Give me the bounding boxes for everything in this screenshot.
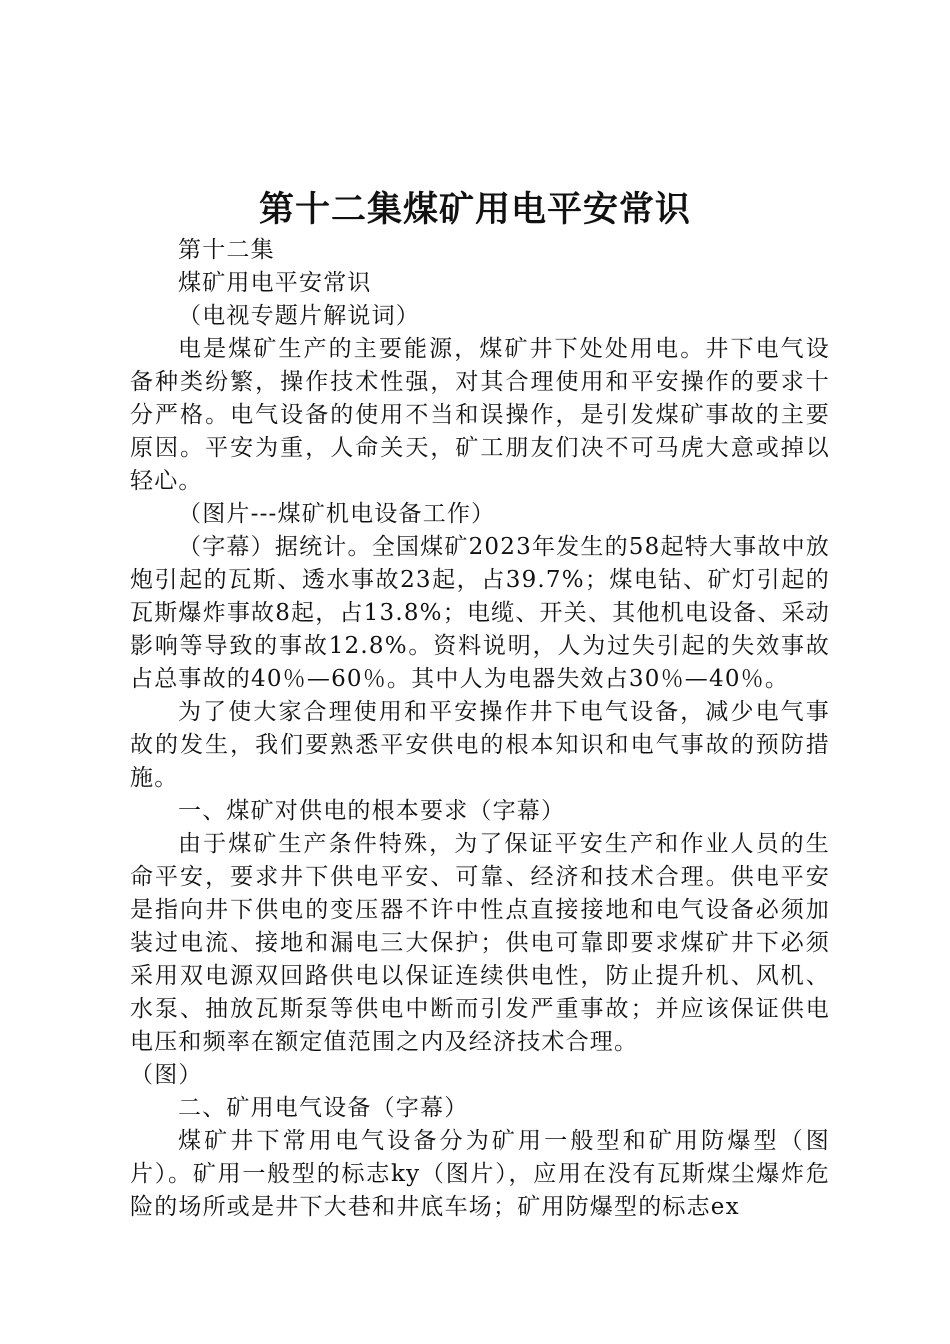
- figure-note: （图）: [130, 1062, 203, 1088]
- purpose-paragraph: 为了使大家合理使用和平安操作井下电气设备，减少电气事故的发生，我们要熟悉平安供电的根本知识和电气事故的预防措施。: [130, 699, 830, 791]
- subtitle: 煤矿用电平安常识: [178, 270, 372, 296]
- requirements-paragraph: 由于煤矿生产条件特殊，为了保证平安生产和作业人员的生命平安，要求井下供电平安、可靠、经济和技术合理。供电平安是指向井下供电的变压器不许中性点直接接地和电气设备必须加装过电流、接地和漏电三大保护；供电可靠即要求煤矿井下必须采用双电源双回路供电以保证连续供电性，防止提升机、风机、水泵、抽放瓦斯泵等供电中断而引发严重事故；并应该保证供电电压和频率在额定值范围之内及经济技术合理。: [130, 831, 830, 1055]
- equipment-paragraph: 煤矿井下常用电气设备分为矿用一般型和矿用防爆型（图片）。矿用一般型的标志ky（图片），应用在没有瓦斯煤尘爆炸危险的场所或是井下大巷和井底车场；矿用防爆型的标志ex: [130, 1128, 830, 1220]
- intro-paragraph: 电是煤矿生产的主要能源，煤矿井下处处用电。井下电气设备种类纷繁，操作技术性强，对其合理使用和平安操作的要求十分严格。电气设备的使用不当和误操作，是引发煤矿事故的主要原因。平安为重，人命关天，矿工朋友们决不可马虎大意或掉以轻心。: [130, 336, 830, 494]
- section-heading-1: 一、煤矿对供电的根本要求（字幕）: [178, 798, 566, 824]
- statistics-paragraph: （字幕）据统计。全国煤矿2023年发生的58起特大事故中放炮引起的瓦斯、透水事故23起，占39.7%；煤电钻、矿灯引起的瓦斯爆炸事故8起，占13.8%；电缆、开关、其他机电设备、采动影响等导致的事故12.8%。资料说明，人为过失引起的失效事故占总事故的40％—60％。其中人为电器失效占30％—40％。: [130, 534, 830, 692]
- document-title: 第十二集煤矿用电平安常识: [258, 190, 691, 230]
- genre-note: （电视专题片解说词）: [178, 303, 420, 329]
- section-heading-2: 二、矿用电气设备（字幕）: [178, 1095, 469, 1121]
- episode-label: 第十二集: [178, 237, 275, 263]
- document-body: [130, 234, 830, 1224]
- image-note: （图片---煤矿机电设备工作）: [178, 501, 496, 527]
